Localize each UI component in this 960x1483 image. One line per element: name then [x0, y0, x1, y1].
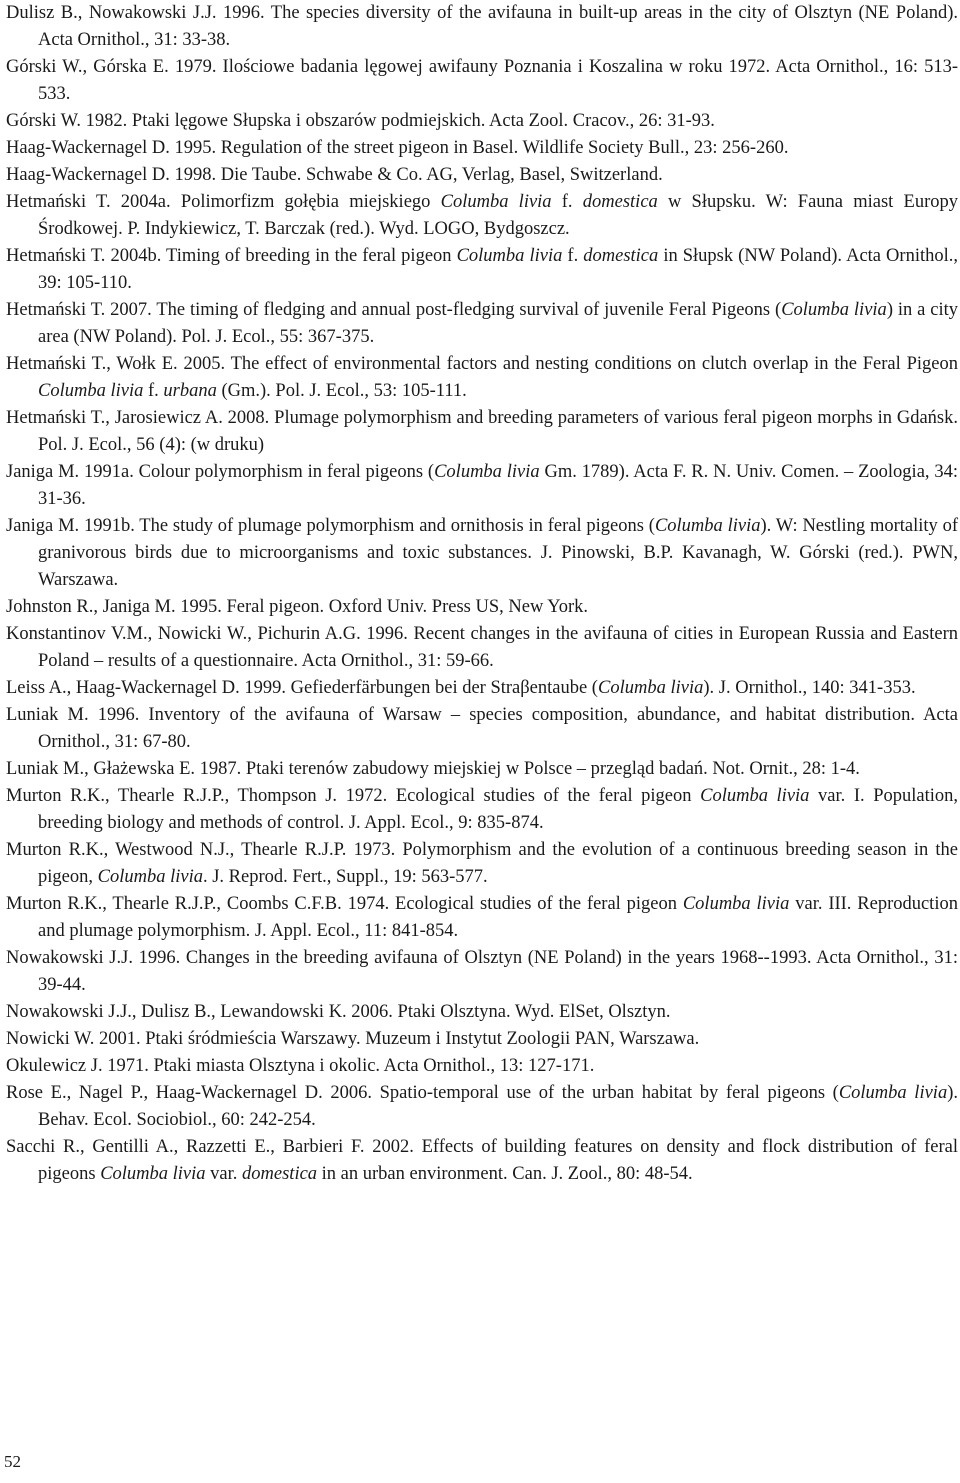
reference-text: Gm. 1789). Acta F. R. N. Univ. Comen. – Zoologia, 34: 31-36. — [38, 462, 958, 509]
reference-entry — [6, 1134, 958, 1188]
reference-entry — [6, 891, 958, 945]
reference-italic-text: urbana — [163, 381, 217, 401]
reference-entry — [6, 756, 958, 783]
reference-text: Haag-Wackernagel D. 1995. Regulation of the street pigeon in Basel. Wildlife Society Bull., 23: 256-260. — [6, 138, 789, 158]
reference-text: f. — [551, 192, 583, 212]
reference-italic-text: domestica — [583, 246, 659, 266]
reference-text: var. III. Reproduction and plumage polymorphism. J. Appl. Ecol., 11: 841-854. — [38, 894, 958, 941]
reference-text: (Gm.). Pol. J. Ecol., 53: 105-111. — [216, 381, 467, 401]
reference-entry — [6, 351, 958, 405]
reference-italic-text: domestica — [582, 192, 658, 212]
reference-italic-text: Columba livia — [597, 678, 704, 698]
reference-italic-text: domestica — [242, 1164, 318, 1184]
reference-entry — [6, 108, 958, 135]
reference-italic-text: Columba livia — [38, 381, 144, 401]
reference-text: Okulewicz J. 1971. Ptaki miasta Olsztyna i okolic. Acta Ornithol., 13: 127-171. — [6, 1056, 595, 1076]
reference-entry — [6, 702, 958, 756]
reference-entry — [6, 675, 958, 702]
reference-entry — [6, 189, 958, 243]
reference-entry — [6, 621, 958, 675]
reference-text: Dulisz B., Nowakowski J.J. 1996. The species diversity of the avifauna in built-up areas in the city of Olsztyn (NE Poland). Acta Ornithol., 31: 33-38. — [6, 3, 958, 50]
reference-text: Murton R.K., Westwood N.J., Thearle R.J.P. 1973. Polymorphism and the evolution of a continuous breeding season in the pigeon, — [6, 840, 958, 887]
reference-text: Nowakowski J.J. 1996. Changes in the breeding avifauna of Olsztyn (NE Poland) in the years 1968--1993. Acta Ornithol., 31: 39-44. — [6, 948, 958, 995]
reference-entry — [6, 945, 958, 999]
reference-text: Rose E., Nagel P., Haag-Wackernagel D. 2006. Spatio-temporal use of the urban habitat by feral pigeons ( — [6, 1083, 839, 1103]
reference-italic-text: Columba livia — [100, 1164, 206, 1184]
reference-text: ). Behav. Ecol. Sociobiol., 60: 242-254. — [38, 1083, 958, 1130]
reference-text: Janiga M. 1991a. Colour polymorphism in feral pigeons ( — [6, 462, 435, 482]
reference-text: Janiga M. 1991b. The study of plumage polymorphism and ornithosis in feral pigeons ( — [6, 516, 655, 536]
reference-text: var. I. Population, breeding biology and methods of control. J. Appl. Ecol., 9: 835-874. — [38, 786, 958, 833]
reference-text: Konstantinov V.M., Nowicki W., Pichurin A.G. 1996. Recent changes in the avifauna of cities in European Russia and Eastern Poland – results of a questionnaire. Acta Ornithol., 31: 59-66. — [6, 624, 958, 671]
reference-text: Hetmański T., Wołk E. 2005. The effect of environmental factors and nesting conditions on clutch overlap in the Feral Pigeon — [6, 354, 958, 374]
reference-text: . J. Reprod. Fert., Suppl., 19: 563-577. — [202, 867, 488, 887]
reference-text: Hetmański T. 2004a. Polimorfizm gołębia miejskiego — [6, 192, 441, 212]
reference-text: in Słupsk (NW Poland). Acta Ornithol., 39: 105-110. — [38, 246, 958, 293]
reference-text: ). W: Nestling mortality of granivorous birds due to microorganisms and toxic substances. J. Pinowski, B.P. Kavanagh, W. Górski (red.). PWN, Warszawa. — [38, 516, 958, 590]
reference-text: f. — [562, 246, 584, 266]
reference-italic-text: Columba livia — [700, 786, 810, 806]
reference-entry — [6, 1080, 958, 1134]
reference-entry — [6, 837, 958, 891]
reference-text: f. — [143, 381, 164, 401]
reference-entry — [6, 594, 958, 621]
page-number: 52 — [4, 1452, 21, 1471]
reference-entry — [6, 405, 958, 459]
reference-entry — [6, 1053, 958, 1080]
reference-text: var. — [205, 1164, 243, 1184]
reference-text: Górski W. 1982. Ptaki lęgowe Słupska i obszarów podmiejskich. Acta Zool. Cracov., 26: 31-93. — [6, 111, 715, 131]
reference-entry — [6, 297, 958, 351]
reference-text: Leiss A., Haag-Wackernagel D. 1999. Gefiederfärbungen bei der Straβentaube ( — [6, 678, 598, 698]
reference-entry — [6, 135, 958, 162]
reference-entry — [6, 513, 958, 594]
reference-text: ). J. Ornithol., 140: 341-353. — [703, 678, 916, 698]
reference-text: Luniak M. 1996. Inventory of the avifauna of Warsaw – species composition, abundance, and habitat distribution. Acta Ornithol., 31: 67-80. — [6, 705, 958, 752]
reference-text: ) in a city area (NW Poland). Pol. J. Ecol., 55: 367-375. — [38, 300, 958, 347]
reference-text: Murton R.K., Thearle R.J.P., Thompson J. 1972. Ecological studies of the feral pigeon — [6, 786, 701, 806]
reference-text: Hetmański T., Jarosiewicz A. 2008. Plumage polymorphism and breeding parameters of various feral pigeon morphs in Gdańsk. Pol. J. Ecol., 56 (4): (w druku) — [6, 408, 958, 455]
reference-text: Luniak M., Głażewska E. 1987. Ptaki terenów zabudowy miejskiej w Polsce – przegląd badań. Not. Ornit., 28: 1-4. — [6, 759, 860, 779]
reference-entry — [6, 459, 958, 513]
reference-text: in an urban environment. Can. J. Zool., 80: 48-54. — [317, 1164, 693, 1184]
reference-text: Hetmański T. 2007. The timing of fledging and annual post-fledging survival of juvenile Feral Pigeons ( — [6, 300, 782, 320]
reference-text: Nowakowski J.J., Dulisz B., Lewandowski K. 2006. Ptaki Olsztyna. Wyd. ElSet, Olsztyn. — [6, 1002, 671, 1022]
reference-entry — [6, 999, 958, 1026]
reference-italic-text: Columba livia — [97, 867, 203, 887]
reference-entry — [6, 162, 958, 189]
reference-entry — [6, 1026, 958, 1053]
reference-entry — [6, 54, 958, 108]
reference-list — [6, 0, 958, 1188]
reference-italic-text: Columba livia — [781, 300, 887, 320]
reference-text: Murton R.K., Thearle R.J.P., Coombs C.F.B. 1974. Ecological studies of the feral pigeon — [6, 894, 683, 914]
reference-text: Górski W., Górska E. 1979. Ilościowe badania lęgowej awifauny Poznania i Koszalina w roku 1972. Acta Ornithol., 16: 513-533. — [6, 57, 958, 104]
reference-italic-text: Columba livia — [440, 192, 552, 212]
reference-italic-text: Columba livia — [682, 894, 790, 914]
reference-entry — [6, 0, 958, 54]
reference-italic-text: Columba livia — [456, 246, 563, 266]
reference-entry — [6, 243, 958, 297]
reference-text: Sacchi R., Gentilli A., Razzetti E., Barbieri F. 2002. Effects of building features on density and flock distribution of feral pigeons — [6, 1137, 958, 1184]
reference-text: Haag-Wackernagel D. 1998. Die Taube. Schwabe & Co. AG, Verlag, Basel, Switzerland. — [6, 165, 663, 185]
reference-text: Hetmański T. 2004b. Timing of breeding in the feral pigeon — [6, 246, 457, 266]
reference-text: Nowicki W. 2001. Ptaki śródmieścia Warszawy. Muzeum i Instytut Zoologii PAN, Warszawa. — [6, 1029, 700, 1049]
reference-text: w Słupsku. W: Fauna miast Europy Środkowej. P. Indykiewicz, T. Barczak (red.). Wyd. LOGO, Bydgoszcz. — [38, 192, 958, 239]
reference-text: Johnston R., Janiga M. 1995. Feral pigeon. Oxford Univ. Press US, New York. — [6, 597, 589, 617]
reference-italic-text: Columba livia — [838, 1083, 948, 1103]
reference-entry — [6, 783, 958, 837]
reference-italic-text: Columba livia — [434, 462, 540, 482]
reference-italic-text: Columba livia — [654, 516, 761, 536]
